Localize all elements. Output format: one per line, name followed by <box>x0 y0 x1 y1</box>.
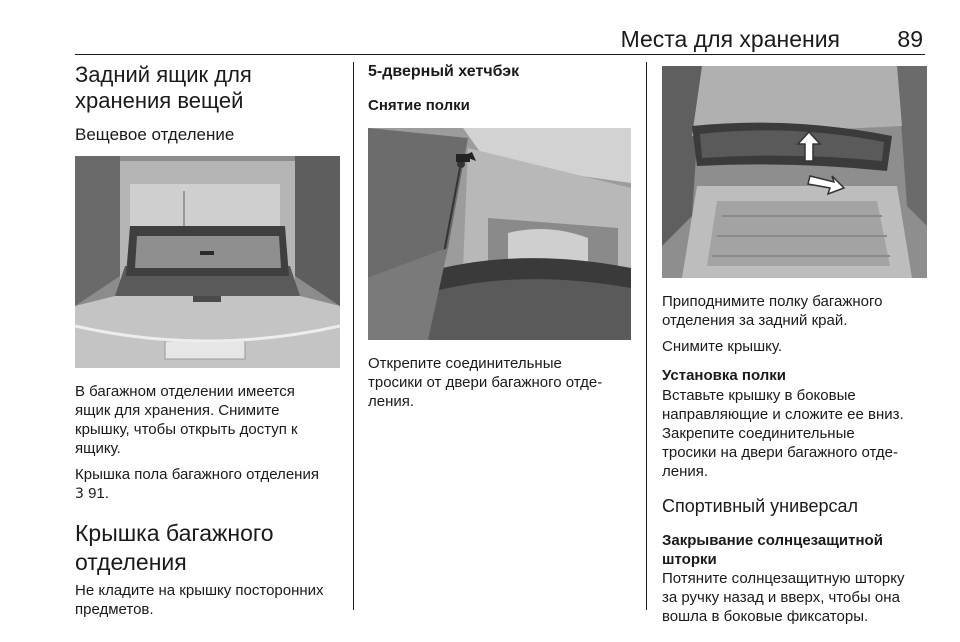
text-line: Приподнимите полку багажного <box>662 293 883 310</box>
text-line: крышку, чтобы открыть доступ к <box>75 421 298 438</box>
column-2 <box>368 62 633 411</box>
section-heading <box>75 519 340 577</box>
body-paragraph <box>662 569 927 626</box>
page-header-title: Места для хранения <box>620 26 840 52</box>
trunk-storage-box-image <box>75 156 340 368</box>
column-divider <box>353 62 354 610</box>
page-number: 89 <box>897 26 923 52</box>
text-line: Вставьте крышку в боковые <box>662 387 856 404</box>
column-divider <box>646 62 647 610</box>
text-line: Крышка пола багажного отделения <box>75 466 319 483</box>
text-line: Потяните солнцезащитную шторку <box>662 570 905 587</box>
body-paragraph <box>662 386 927 481</box>
text-line: В багажном отделении имеется <box>75 383 295 400</box>
body-paragraph: Снимите крышку. <box>662 338 783 355</box>
section-heading: 5-дверный хетчбэк <box>368 63 520 80</box>
text-line: тросики от двери багажного отде- <box>368 374 603 391</box>
text-line: Открепите соединительные <box>368 355 562 372</box>
heading-line: шторки <box>662 551 717 568</box>
subsection-heading: Установка полки <box>662 367 786 384</box>
shelf-lift-image <box>662 66 927 278</box>
heading-line: отделения <box>75 549 187 575</box>
body-paragraph <box>662 292 927 330</box>
subsection-heading: Вещевое отделение <box>75 125 235 144</box>
text-line: Закрепите соединительные <box>662 425 855 442</box>
text-line: тросики на двери багажного отде- <box>662 444 898 461</box>
text-line: за ручку назад и вверх, чтобы она <box>662 589 900 606</box>
shelf-removal-image <box>368 128 631 340</box>
column-1 <box>75 62 340 619</box>
ref-arrow-icon: 3 <box>75 486 84 502</box>
text-line: вошла в боковые фиксаторы. <box>662 608 869 625</box>
text-line: направляющие и сложите ее вниз. <box>662 406 904 423</box>
body-paragraph <box>75 465 340 504</box>
text-line: ления. <box>368 393 415 410</box>
subsection-heading: Снятие полки <box>368 97 470 114</box>
text-line: Не кладите на крышку посторонних <box>75 582 324 599</box>
header-divider <box>75 54 925 55</box>
column-3 <box>662 62 927 626</box>
body-paragraph <box>75 382 340 458</box>
body-paragraph <box>75 581 340 619</box>
heading-line: Закрывание солнцезащитной <box>662 532 883 549</box>
text-line: отделения за задний край. <box>662 312 848 329</box>
section-heading: Спортивный универсал <box>662 496 859 516</box>
section-heading <box>75 62 340 114</box>
text-line: предметов. <box>75 601 154 618</box>
page-reference-link[interactable]: 91. <box>88 485 109 502</box>
subsection-heading <box>662 531 927 569</box>
heading-line: Задний ящик для <box>75 62 252 87</box>
heading-line: хранения вещей <box>75 88 244 113</box>
heading-line: Крышка багажного <box>75 520 274 546</box>
text-line: ящик для хранения. Снимите <box>75 402 280 419</box>
text-line: ящику. <box>75 440 121 457</box>
body-paragraph <box>368 354 633 411</box>
text-line: ления. <box>662 463 709 480</box>
